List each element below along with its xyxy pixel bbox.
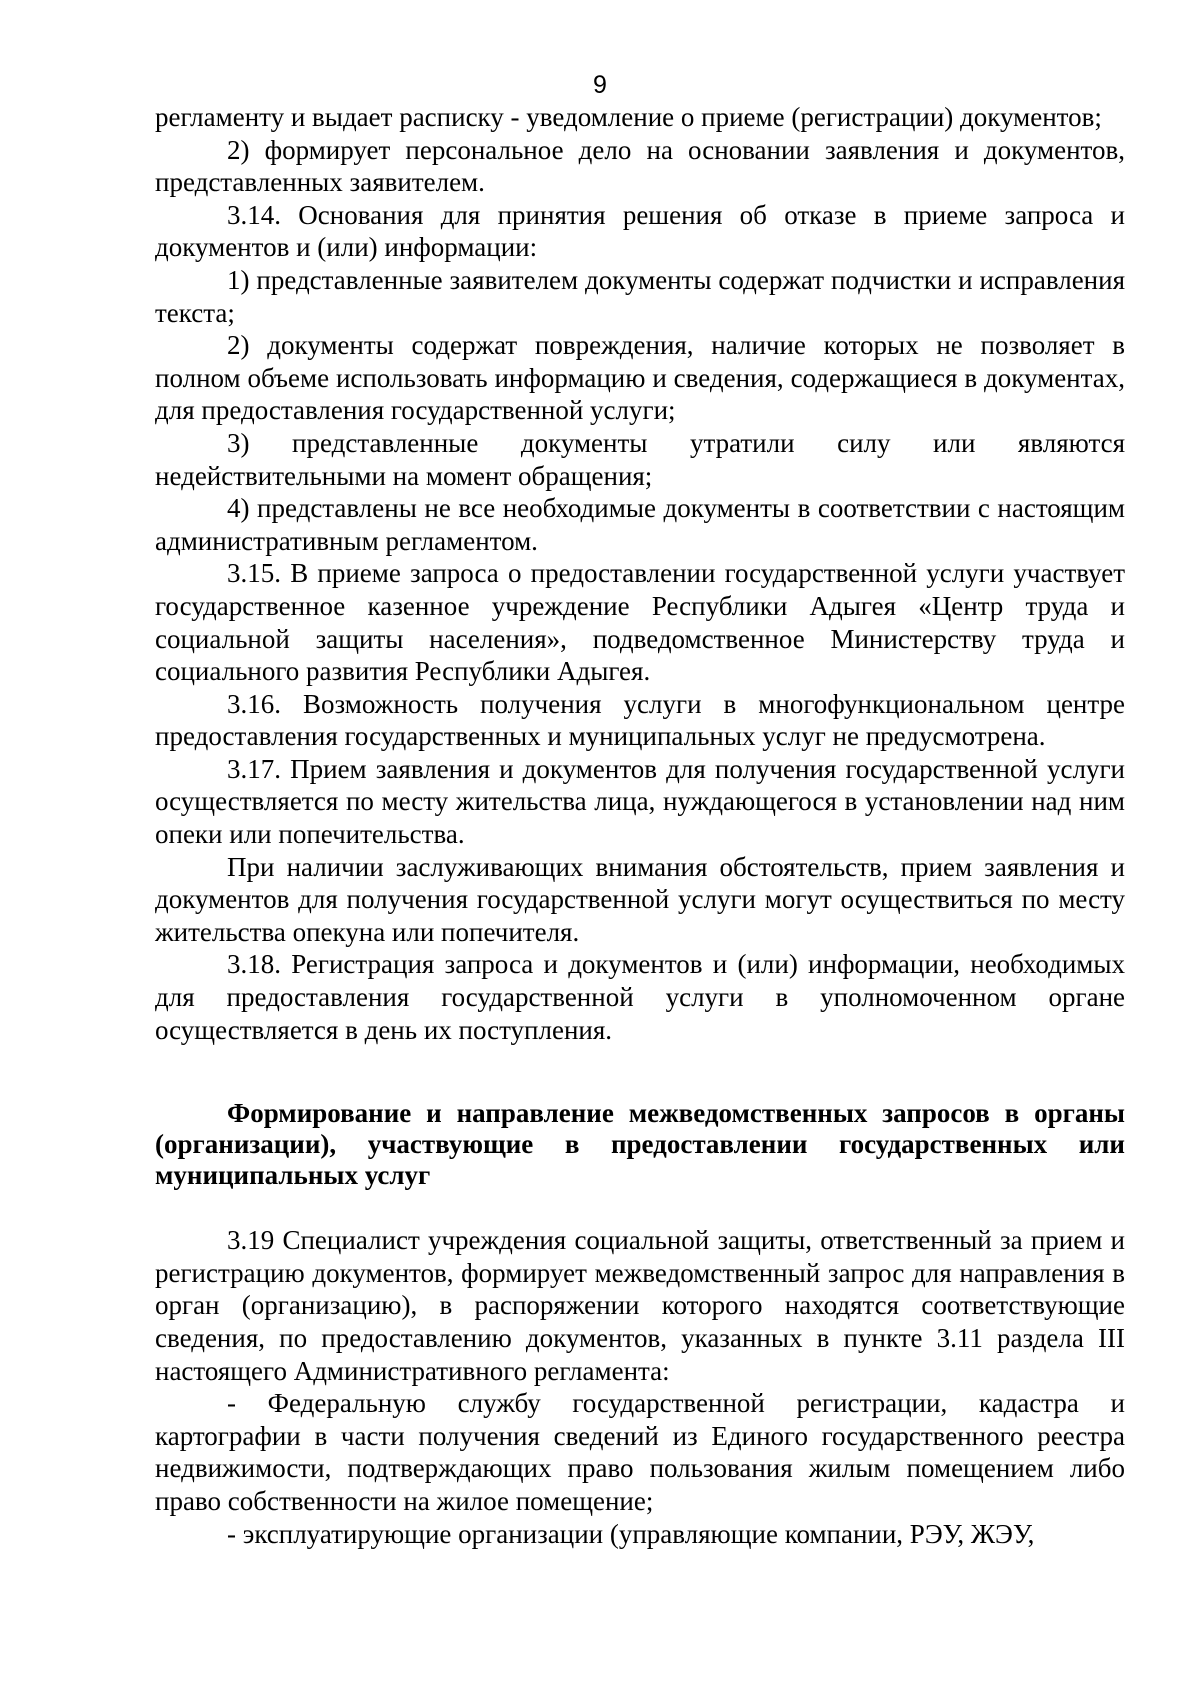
paragraph-3-15: 3.15. В приеме запроса о предоставлении государственной услуги участвует государственное казенное учреждение Республики Адыгея «Центр труда и социальной защиты населения», подведомственное Министерству труда и социального развития Республики Адыгея.: [155, 558, 1125, 687]
list-item-rosreestr: - Федеральную службу государственной регистрации, кадастра и картографии в части получения сведений из Единого государственного реестра недвижимости, подтверждающих право пользования жилым помещением либо право собственности на жилое помещение;: [155, 1388, 1125, 1516]
paragraph-receipt-continuation: регламенту и выдает расписку - уведомление о приеме (регистрации) документов;: [155, 102, 1102, 132]
paragraph-3-18: 3.18. Регистрация запроса и документов и (или) информации, необходимых для предоставления государственной услуги в уполномоченном органе осуществляется в день их поступления.: [155, 949, 1125, 1045]
page-number: 9: [593, 71, 607, 99]
paragraph-3-17: 3.17. Прием заявления и документов для получения государственной услуги осуществляется по месту жительства лица, нуждающегося в установлении над ним опеки или попечительства.: [155, 753, 1125, 850]
paragraph-3-16: 3.16. Возможность получения услуги в многофункциональном центре предоставления государственных и муниципальных услуг не предусмотрена.: [155, 688, 1125, 752]
paragraph-circumstances: При наличии заслуживающих внимания обстоятельств, прием заявления и документов для получения государственной услуги могут осуществиться по месту жительства опекуна или попечителя.: [155, 851, 1125, 947]
list-item-operating-organizations: - эксплуатирующие организации (управляющие компании, РЭУ, ЖЭУ,: [227, 1518, 1035, 1549]
list-item-damage: 2) документы содержат повреждения, наличие которых не позволяет в полном объеме использовать информацию и сведения, содержащиеся в документах, для предоставления государственной услуги;: [155, 330, 1125, 426]
section-spacer: [155, 1191, 1125, 1224]
section-spacer: [155, 1046, 1125, 1098]
list-item-invalid: 3) представленные документы утратили силу или являются недействительными на момент обращения;: [155, 427, 1125, 491]
document-body: [155, 101, 1125, 1550]
list-item-erasures: 1) представленные заявителем документы содержат подчистки и исправления текста;: [155, 264, 1125, 328]
paragraph-3-19: 3.19 Специалист учреждения социальной защиты, ответственный за прием и регистрацию документов, формирует межведомственный запрос для направления в орган (организацию), в распоряжении которого находятся соответствующие сведения, по предоставлению документов, указанных в пункте 3.11 раздела III настоящего Административного регламента:: [155, 1225, 1125, 1386]
paragraph-personal-file: 2) формирует персональное дело на основании заявления и документов, представленных заявителем.: [155, 134, 1125, 198]
section-heading: Формирование и направление межведомственных запросов в органы (организации), участвующие в предоставлении государственных или муниципальных услуг: [155, 1098, 1125, 1191]
paragraph-3-14: 3.14. Основания для принятия решения об отказе в приеме запроса и документов и (или) информации:: [155, 199, 1125, 263]
list-item-incomplete: 4) представлены не все необходимые документы в соответствии с настоящим административным регламентом.: [155, 493, 1125, 556]
